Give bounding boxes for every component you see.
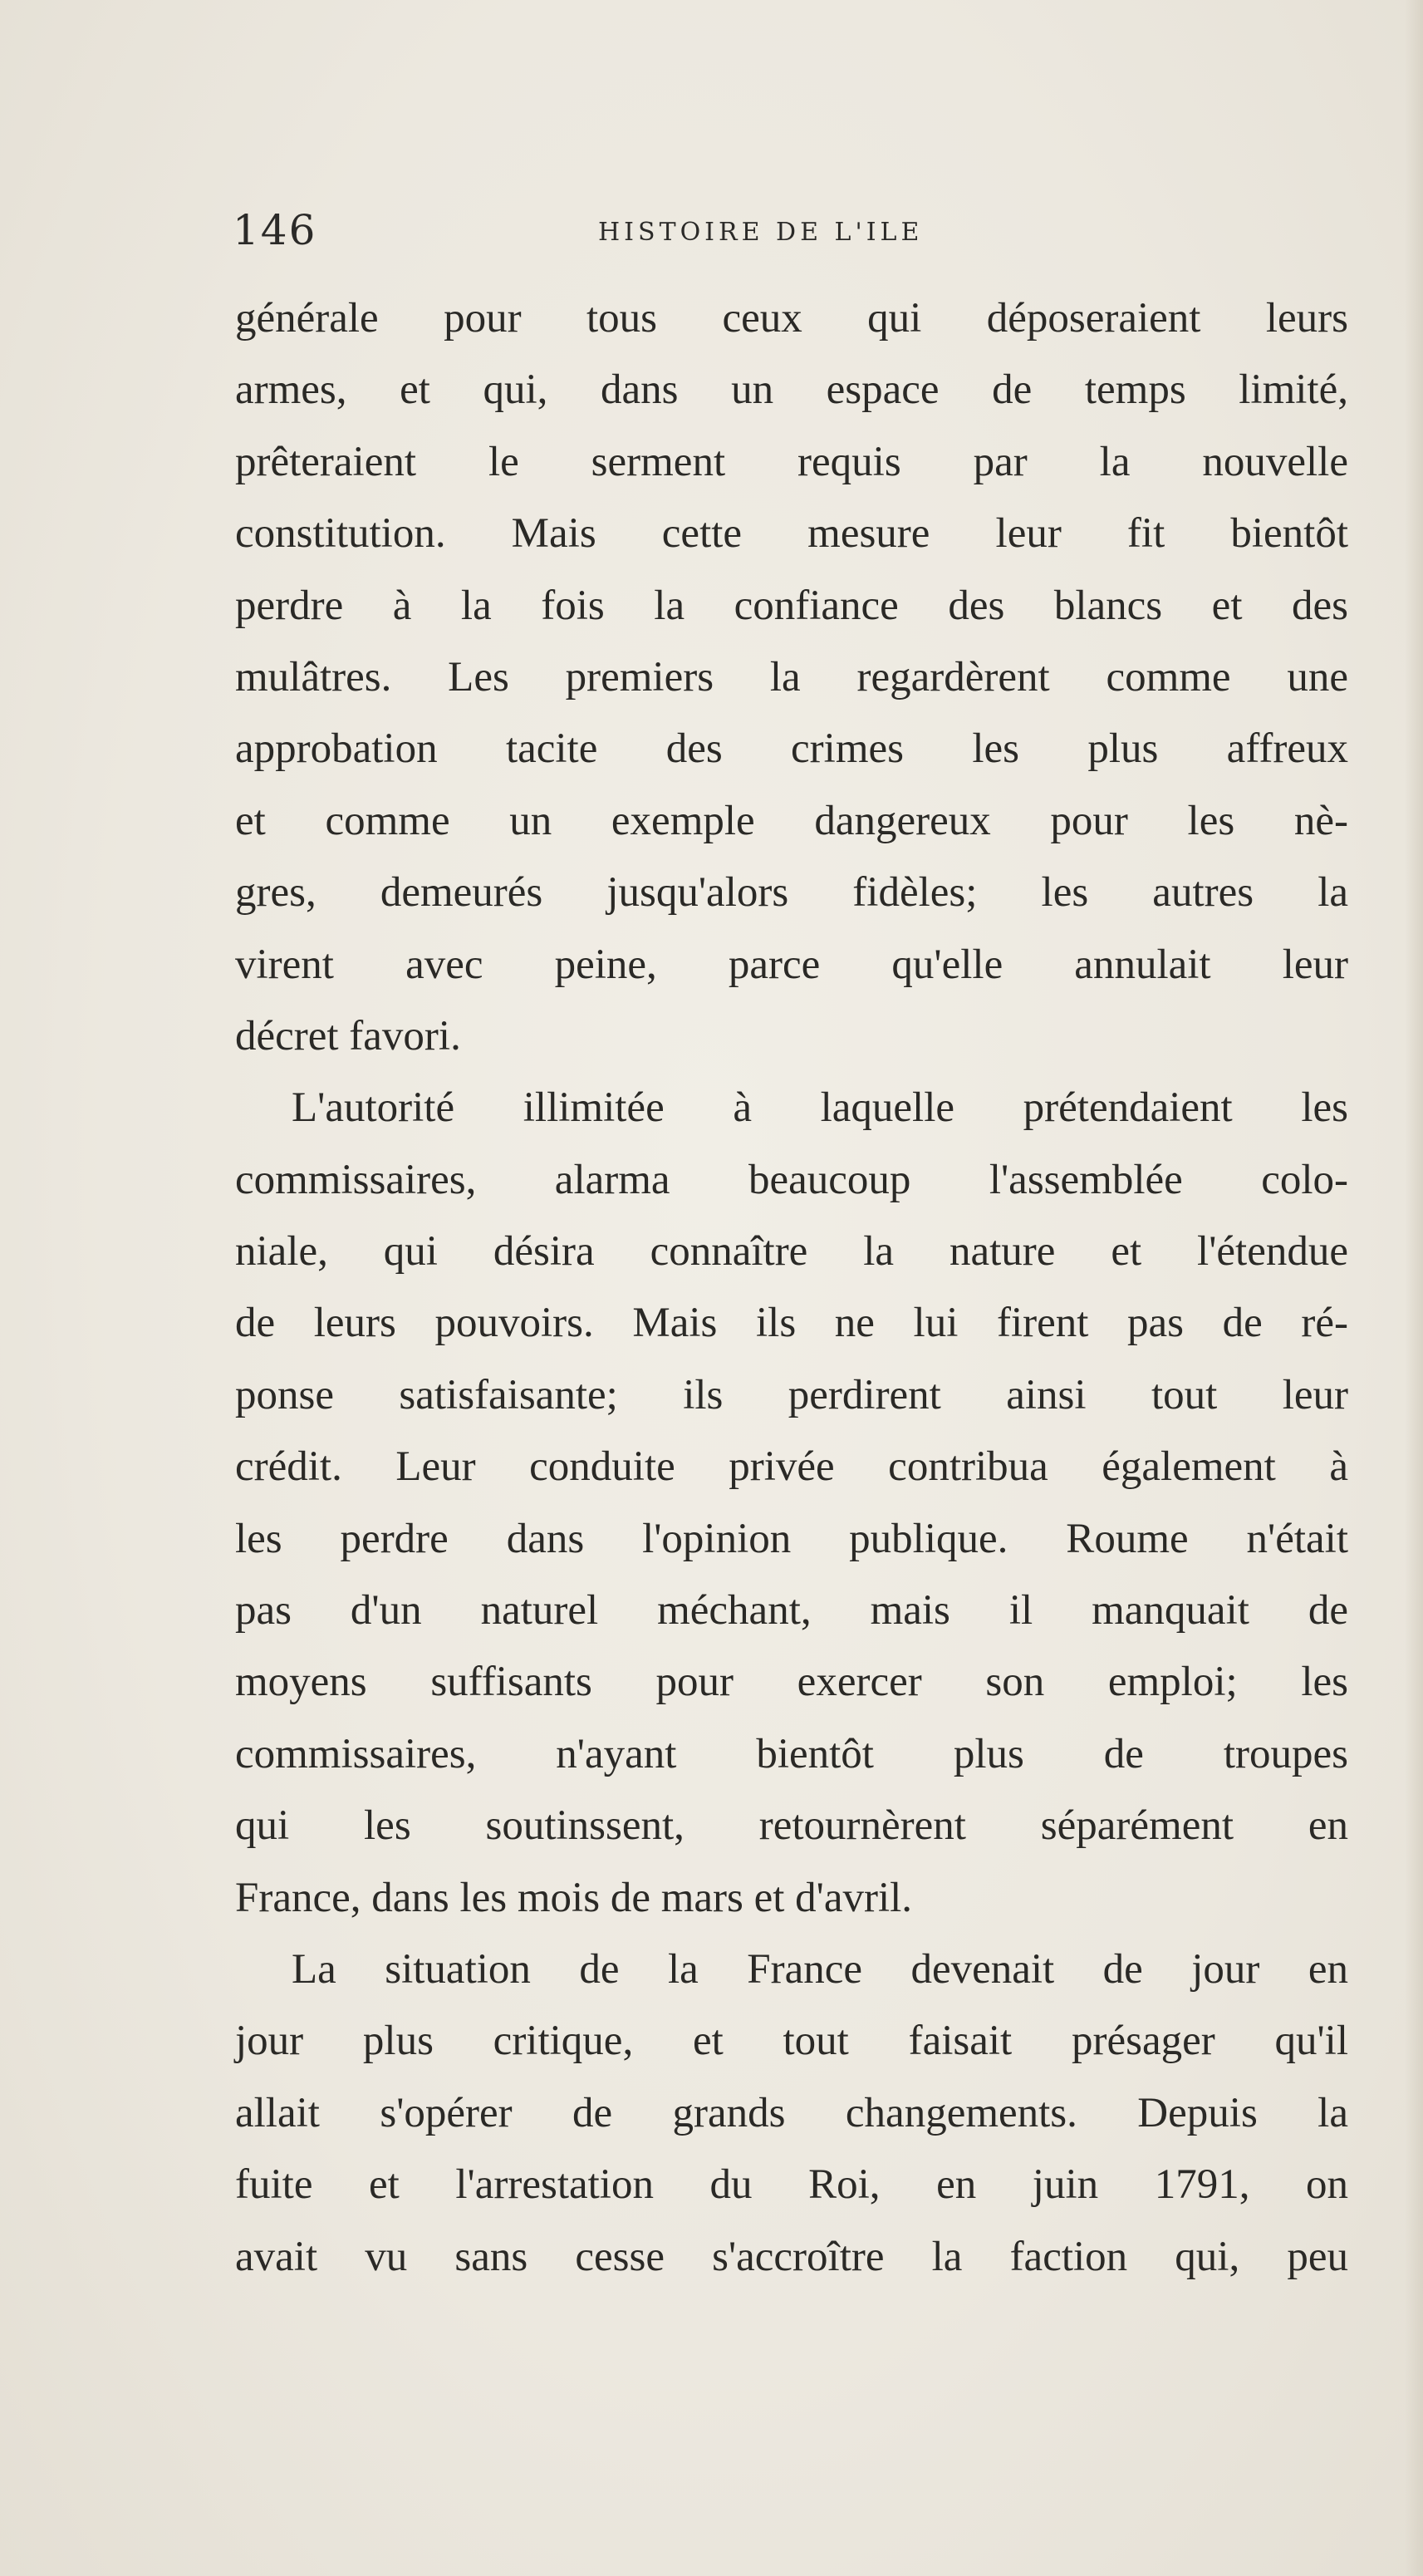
text-line: de leurs pouvoirs. Mais ils ne lui firent pas de ré- — [235, 1300, 1348, 1347]
page-number: 146 — [233, 206, 317, 254]
text-line: prêteraient le serment requis par la nouvelle — [235, 438, 1348, 485]
text-line: décret favori. — [235, 1012, 461, 1059]
text-line: qui les soutinssent, retournèrent séparément en — [235, 1802, 1348, 1850]
text-line: gres, demeurés jusqu'alors fidèles; les autres la — [235, 869, 1348, 917]
text-line: approbation tacite des crimes les plus affreux — [235, 725, 1348, 773]
text-line: ponse satisfaisante; ils perdirent ainsi tout leur — [235, 1371, 1348, 1418]
text-line: virent avec peine, parce qu'elle annulait leur — [235, 941, 1348, 988]
text-line: générale pour tous ceux qui déposeraient leurs — [235, 295, 1348, 342]
text-line: La situation de la France devenait de jour en — [292, 1945, 1348, 1993]
text-line: L'autorité illimitée à laquelle prétendaient les — [292, 1084, 1348, 1132]
text-line: France, dans les mois de mars et d'avril. — [235, 1874, 913, 1921]
text-line: fuite et l'arrestation du Roi, en juin 1791, on — [235, 2161, 1348, 2209]
text-line: commissaires, alarma beaucoup l'assemblée colo- — [235, 1156, 1348, 1203]
text-line: avait vu sans cesse s'accroître la faction qui, peu — [235, 2233, 1348, 2280]
text-line: perdre à la fois la confiance des blancs et des — [235, 582, 1348, 629]
text-line: mulâtres. Les premiers la regardèrent comme une — [235, 653, 1348, 701]
text-line: moyens suffisants pour exercer son emploi; les — [235, 1659, 1348, 1706]
text-line: commissaires, n'ayant bientôt plus de troupes — [235, 1730, 1348, 1777]
body-text — [235, 283, 1348, 2293]
text-line: et comme un exemple dangereux pour les nè- — [235, 797, 1348, 844]
text-line: les perdre dans l'opinion publique. Roume n'était — [235, 1515, 1348, 1562]
text-line: niale, qui désira connaître la nature et l'étendue — [235, 1228, 1348, 1276]
running-head: HISTOIRE DE L'ILE — [598, 218, 924, 247]
text-line: allait s'opérer de grands changements. Depuis la — [235, 2089, 1348, 2136]
text-line: jour plus critique, et tout faisait présager qu'il — [235, 2018, 1348, 2065]
text-line: armes, et qui, dans un espace de temps limité, — [235, 366, 1348, 414]
text-line: crédit. Leur conduite privée contribua également à — [235, 1443, 1348, 1491]
text-line: pas d'un naturel méchant, mais il manquait de — [235, 1587, 1348, 1635]
text-line: constitution. Mais cette mesure leur fit bientôt — [235, 510, 1348, 558]
